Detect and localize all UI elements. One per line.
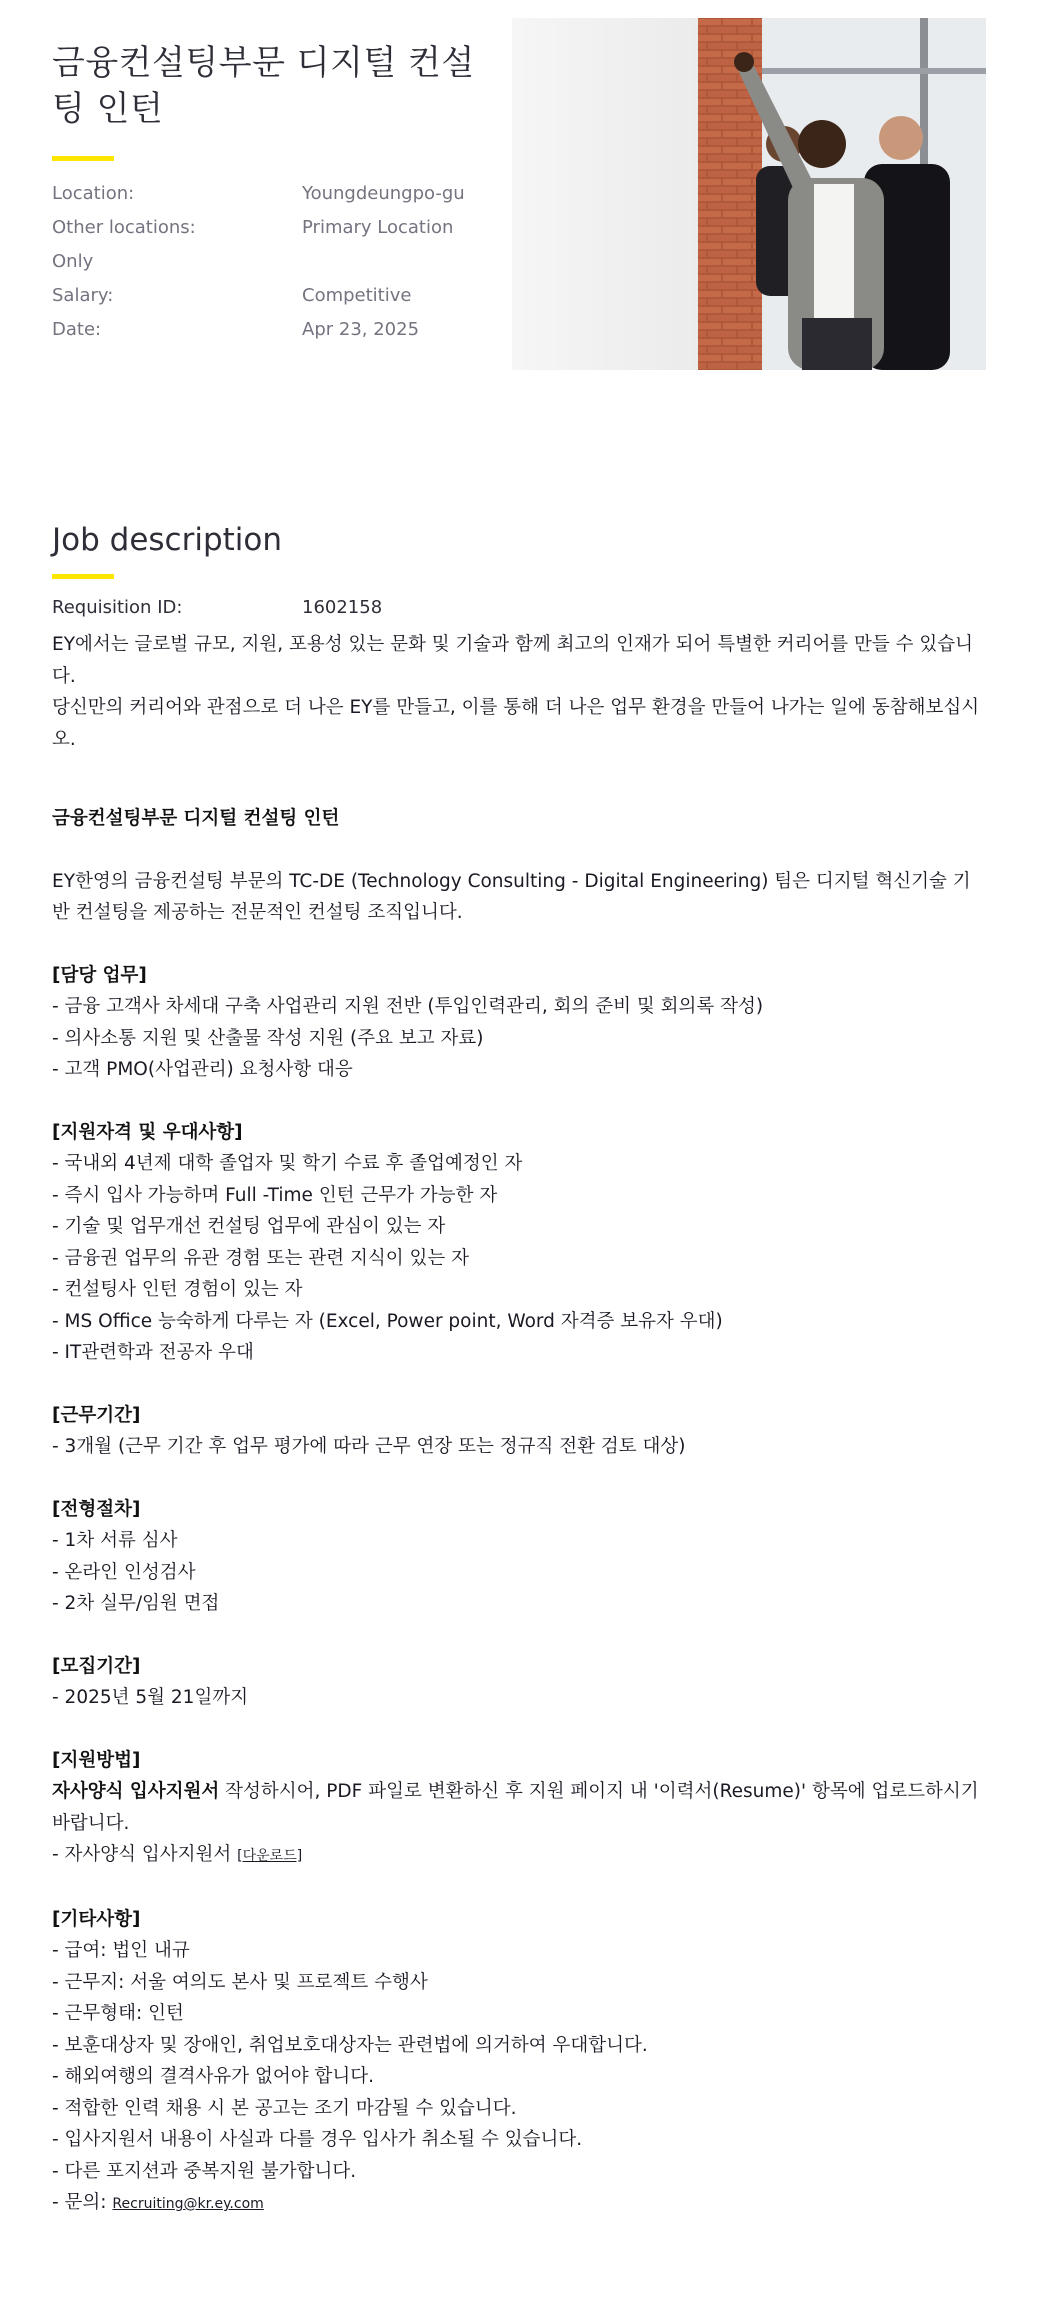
process-item: - 온라인 인성검사 — [52, 1561, 196, 1583]
requisition-label: Requisition ID: — [52, 597, 183, 618]
misc-item: - 급여: 법인 내규 — [52, 1940, 190, 1961]
other-locations-value: Primary Location — [302, 217, 454, 238]
date-value: Apr 23, 2025 — [302, 319, 420, 340]
location-value: Youngdeungpo-gu — [302, 183, 465, 204]
process-item: - 2차 실무/임원 면접 — [52, 1593, 220, 1614]
meta-date-row — [52, 313, 492, 347]
duties-item: - 금융 고객사 차세대 구축 사업관리 지원 전반 (투입인력관리, 회의 준비 및 회의록 작성) — [52, 996, 764, 1017]
meta-other-locations-row-2 — [52, 245, 492, 279]
apply-bold-lead: 자사양식 입사지원서 — [52, 1781, 220, 1802]
location-label: Location: — [52, 183, 135, 204]
apply-text: 작성하시어, PDF 파일로 변환하신 후 지원 페이지 내 '이력서(Resume)' 항목에 업로드하시기 바랍니다. — [52, 1781, 979, 1834]
misc-item: - 다른 포지션과 중복지원 불가합니다. — [52, 2160, 357, 2182]
meta-location-row — [52, 177, 492, 211]
qualifications-item: - MS Office 능숙하게 다루는 자 (Excel, Power point, Word 자격증 보유자 우대) — [52, 1310, 723, 1332]
job-header — [52, 40, 492, 347]
salary-value: Competitive — [302, 285, 412, 306]
qualifications-item: - 금융권 업무의 유관 경험 또는 관련 지식이 있는 자 — [52, 1247, 470, 1269]
meta-other-locations-row — [52, 211, 492, 245]
apply-form-label: - 자사양식 입사지원서 — [52, 1844, 238, 1865]
misc-item: - 해외여행의 결격사유가 없어야 합니다. — [52, 2066, 375, 2087]
intro-paragraph-1: EY에서는 글로벌 규모, 지원, 포용성 있는 문화 및 기술과 함께 최고의 인재가 되어 특별한 커리어를 만들 수 있습니다. — [52, 634, 974, 687]
misc-item: - 근무형태: 인턴 — [52, 2003, 184, 2024]
apply-form-item — [52, 1839, 987, 1873]
download-link[interactable]: [다운로드] — [237, 1848, 303, 1864]
qualifications-item: - 즉시 입사 가능하며 Full -Time 인턴 근무가 가능한 자 — [52, 1184, 498, 1206]
duties-title: [담당 업무] — [52, 964, 147, 986]
qualifications-item: - 기술 및 업무개선 컨설팅 업무에 관심이 있는 자 — [52, 1216, 446, 1237]
job-description-body — [52, 629, 987, 2221]
jd-accent-bar — [52, 574, 114, 579]
qualifications-title: [지원자격 및 우대사항] — [52, 1121, 243, 1143]
qualifications-item: - 컨설팅사 인턴 경험이 있는 자 — [52, 1279, 303, 1300]
position-title: 금융컨설팅부문 디지털 컨설팅 인턴 — [52, 808, 340, 829]
misc-item: - 근무지: 서울 여의도 본사 및 프로젝트 수행사 — [52, 1971, 428, 1993]
salary-label: Salary: — [52, 285, 114, 306]
date-label: Date: — [52, 319, 102, 340]
requisition-value: 1602158 — [302, 597, 383, 618]
meta-salary-row — [52, 279, 492, 313]
requisition-row — [52, 595, 987, 621]
period-title: [근무기간] — [52, 1404, 141, 1426]
misc-title: [기타사항] — [52, 1908, 141, 1930]
intro-paragraph-2: 당신만의 커리어와 관점으로 더 나은 EY를 만들고, 이를 통해 더 나은 업무 환경을 만들어 나가는 일에 동참해보십시오. — [52, 697, 980, 750]
recruit-period-title: [모집기간] — [52, 1655, 141, 1677]
misc-item: - 적합한 인력 채용 시 본 공고는 조기 마감될 수 있습니다. — [52, 2097, 517, 2119]
misc-item: - 입사지원서 내용이 사실과 다를 경우 입사가 취소될 수 있습니다. — [52, 2129, 583, 2150]
other-locations-label: Other locations: — [52, 217, 196, 238]
job-description-section — [52, 520, 987, 2221]
process-title: [전형절차] — [52, 1498, 141, 1520]
misc-item: - 보훈대상자 및 장애인, 취업보호대상자는 관련법에 의거하여 우대합니다. — [52, 2034, 648, 2056]
recruit-period-item: - 2025년 5월 21일까지 — [52, 1687, 249, 1708]
period-item: - 3개월 (근무 기간 후 업무 평가에 따라 근무 연장 또는 정규직 전환 검토 대상) — [52, 1436, 686, 1457]
team-intro: EY한영의 금융컨설팅 부문의 TC-DE (Technology Consulting - Digital Engineering) 팀은 디지털 혁신기술 기반 컨설팅을 제공하는 전문적인 컨설팅 조직입니다. — [52, 870, 971, 923]
contact-item — [52, 2187, 987, 2221]
duties-item: - 의사소통 지원 및 산출물 작성 지원 (주요 보고 자료) — [52, 1027, 484, 1049]
job-description-heading: Job description — [52, 522, 283, 558]
hero-photo — [512, 18, 986, 370]
apply-title: [지원방법] — [52, 1749, 141, 1771]
qualifications-item: - 국내외 4년제 대학 졸업자 및 학기 수료 후 졸업예정인 자 — [52, 1153, 523, 1174]
process-item: - 1차 서류 심사 — [52, 1530, 178, 1551]
office-team-photo — [512, 18, 986, 370]
contact-email-link[interactable]: Recruiting@kr.ey.com — [112, 2196, 264, 2212]
other-locations-label-2: Only — [52, 251, 94, 272]
qualifications-item: - IT관련학과 전공자 우대 — [52, 1342, 254, 1363]
job-title: 금융컨설팅부문 디지털 컨설팅 인턴 — [52, 43, 475, 129]
apply-instructions — [52, 1776, 987, 1839]
job-meta — [52, 177, 492, 347]
title-accent-bar — [52, 156, 114, 161]
duties-item: - 고객 PMO(사업관리) 요청사항 대응 — [52, 1059, 353, 1080]
contact-prefix: - 문의: — [52, 2192, 113, 2213]
